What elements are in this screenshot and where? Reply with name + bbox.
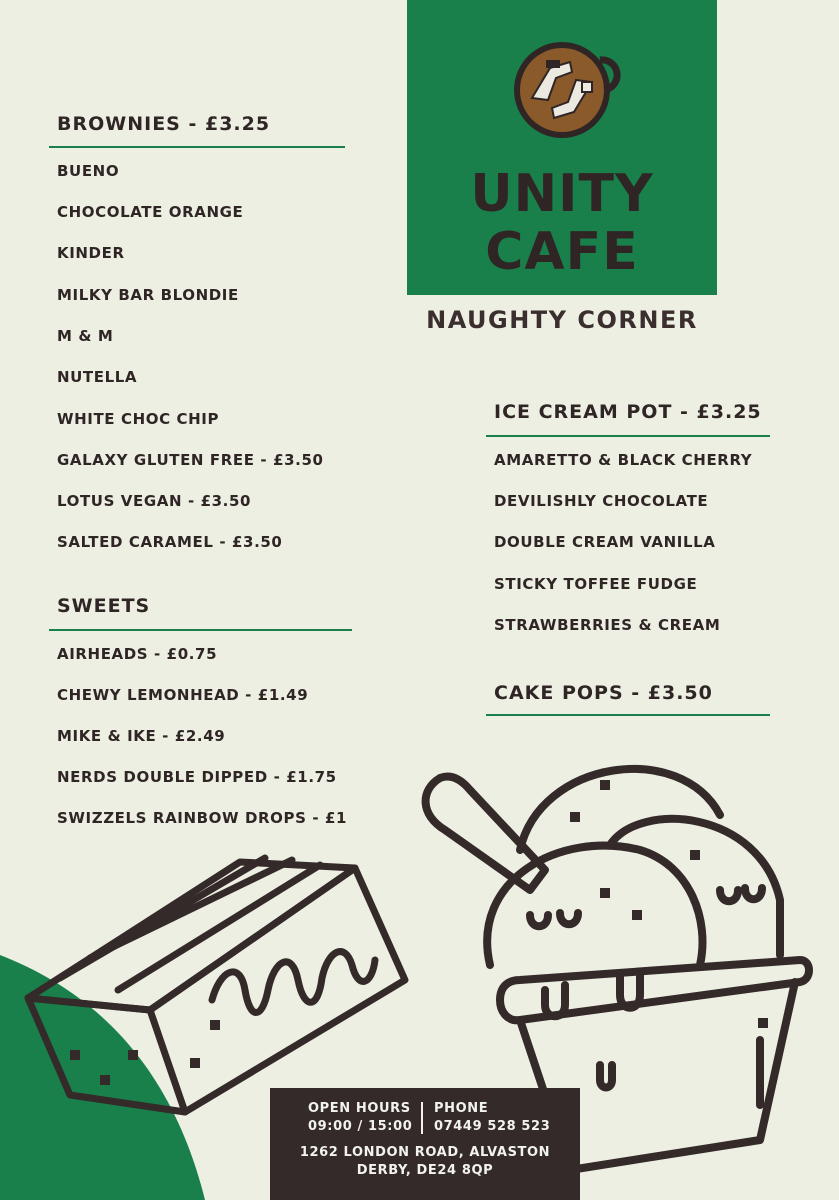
- brownies-title: BROWNIES - £3.25: [57, 113, 271, 135]
- phone-info: [434, 1100, 550, 1136]
- cake-pops-title: CAKE POPS - £3.50: [494, 682, 713, 704]
- brand-name-line1: UNITY: [470, 164, 654, 224]
- brownie-item: SALTED CARAMEL - £3.50: [57, 533, 283, 551]
- hours-value: 09:00 / 15:00: [308, 1119, 413, 1134]
- brand-name-line2: CAFE: [485, 222, 639, 282]
- ice-cream-item: STICKY TOFFEE FUDGE: [494, 575, 698, 593]
- brownie-item: BUENO: [57, 162, 120, 180]
- sweets-item: AIRHEADS - £0.75: [57, 645, 218, 663]
- sweets-item: MIKE & IKE - £2.49: [57, 727, 226, 745]
- phone-label: PHONE: [434, 1101, 489, 1116]
- ice-cream-item: AMARETTO & BLACK CHERRY: [494, 451, 753, 469]
- brownie-item: MILKY BAR BLONDIE: [57, 286, 239, 304]
- opening-hours: [308, 1100, 412, 1136]
- brownie-item: NUTELLA: [57, 368, 138, 386]
- address-line2: DERBY, DE24 8QP: [356, 1163, 494, 1178]
- sweets-item: NERDS DOUBLE DIPPED - £1.75: [57, 768, 337, 786]
- brownie-item: GALAXY GLUTEN FREE - £3.50: [57, 451, 324, 469]
- sweets-item: CHEWY LEMONHEAD - £1.49: [57, 686, 309, 704]
- brownie-item: CHOCOLATE ORANGE: [57, 203, 244, 221]
- hours-label: OPEN HOURS: [308, 1101, 411, 1116]
- footer-info: [270, 1088, 580, 1200]
- ice-cream-item: DEVILISHLY CHOCOLATE: [494, 492, 709, 510]
- brownie-item: LOTUS VEGAN - £3.50: [57, 492, 252, 510]
- brownie-item: WHITE CHOC CHIP: [57, 410, 220, 428]
- phone-value: 07449 528 523: [434, 1119, 551, 1134]
- ice-cream-title: ICE CREAM POT - £3.25: [494, 401, 762, 423]
- menu-subtitle: NAUGHTY CORNER: [426, 306, 698, 334]
- footer-divider: [421, 1102, 423, 1134]
- address-line1: 1262 LONDON ROAD, ALVASTON: [299, 1145, 551, 1160]
- brownie-item: KINDER: [57, 244, 125, 262]
- brownie-item: M & M: [57, 327, 114, 345]
- address: [270, 1144, 580, 1180]
- ice-cream-item: DOUBLE CREAM VANILLA: [494, 533, 716, 551]
- sweets-title: SWEETS: [57, 595, 151, 617]
- ice-cream-item: STRAWBERRIES & CREAM: [494, 616, 721, 634]
- sweets-item: SWIZZELS RAINBOW DROPS - £1: [57, 809, 348, 827]
